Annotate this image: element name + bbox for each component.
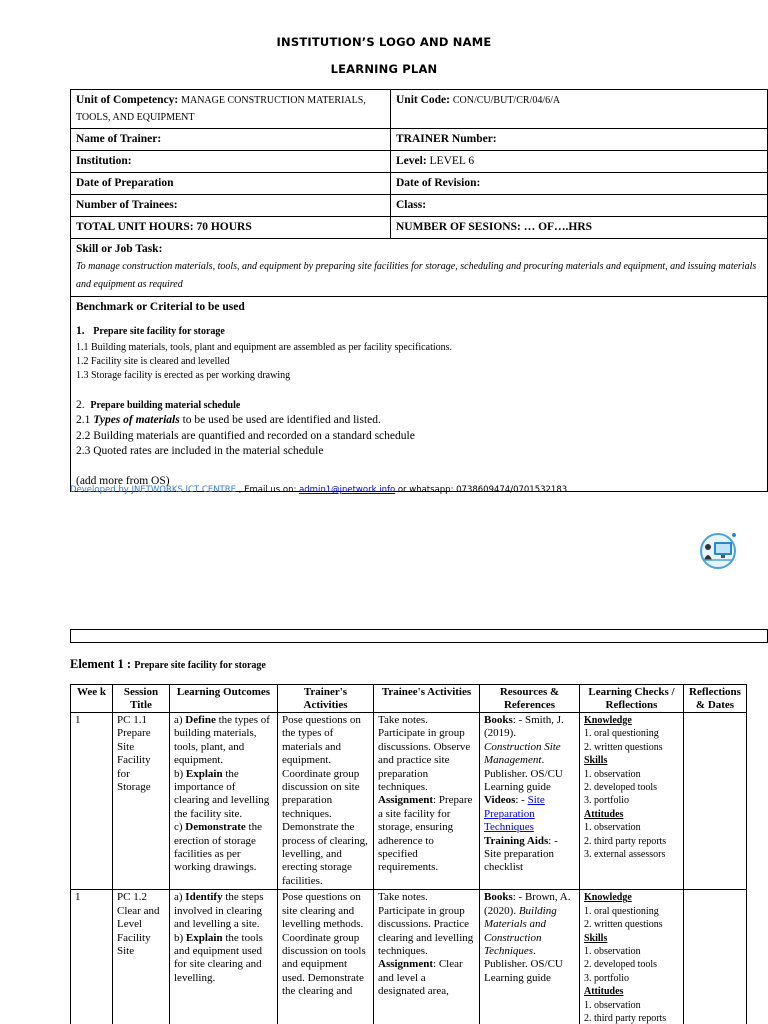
empty-divider-box: [70, 629, 768, 643]
institution-heading: INSTITUTION’S LOGO AND NAME: [276, 35, 492, 49]
reflections-dates-cell: [684, 890, 747, 1024]
trainer-name-cell: Name of Trainer:: [71, 129, 391, 151]
email-link[interactable]: admin1@jnetwork.info: [299, 485, 396, 495]
week-cell: 1: [71, 713, 113, 890]
week-cell: 1: [71, 890, 113, 1024]
trainer-activities-cell: Pose questions on the types of materials and equipment. Coordinate group discussion on site preparation techniques. Demonstrate the process of clearing, levelling, and erecting storage facilities.: [278, 713, 374, 890]
skill-or-job-task-cell: Skill or Job Task: To manage construction materials, tools, and equipment by preparing site facilities for storage, scheduling and procuring materials and equipment, and issuing materials and equipment as required: [71, 239, 768, 297]
class-cell: Class:: [391, 195, 768, 217]
table-header-row: [71, 685, 747, 713]
unit-of-competency-cell: Unit of Competency: MANAGE CONSTRUCTION MATERIALS, TOOLS, AND EQUIPMENT: [71, 90, 391, 129]
session-title-cell: PC 1.1 Prepare Site Facility for Storage: [113, 713, 170, 890]
footer-credit: Developed by JNETWORKS ICT CENTRE , Email us on: admin1@jnetwork.info or whatsapp: 0738609474/0701532183: [70, 485, 568, 495]
institution-cell: Institution:: [71, 151, 391, 173]
learning-checks-cell: Knowledge 1. oral questioning 2. written questions Skills 1. observation 2. developed tools 3. portfolio Attitudes 1. observation 2. third party reports 3. external assessors: [580, 713, 684, 890]
col-header: Session Title: [113, 685, 170, 713]
trainer-number-cell: TRAINER Number:: [391, 129, 768, 151]
resources-cell: Books: - Brown, A. (2020). Building Materials and Construction Techniques. Publisher. OS/CU Learning guide: [480, 890, 580, 1024]
level-cell: Level: LEVEL 6: [391, 151, 768, 173]
col-header: Learning Outcomes: [170, 685, 278, 713]
benchmark-item: 1.3 Storage facility is erected as per working drawing: [76, 369, 291, 381]
col-header: Trainer's Activities: [278, 685, 374, 713]
element-heading: Element 1 : Prepare site facility for storage: [70, 657, 266, 671]
document-title: LEARNING PLAN: [330, 62, 438, 76]
session-title-cell: PC 1.2 Clear and Level Facility Site: [113, 890, 170, 1024]
video-link[interactable]: Site Preparation Techniques: [484, 794, 545, 834]
skill-task-text: To manage construction materials, tools, and equipment by preparing site facilities for storage, scheduling and procuring materials and equipment, and issuing materials and equipment as required: [76, 261, 757, 290]
number-of-trainees-cell: Number of Trainees:: [71, 195, 391, 217]
benchmark-item: 2.3 Quoted rates are included in the material schedule: [76, 445, 324, 457]
learning-outcomes-cell: a) Identify the steps involved in clearing and levelling a site. b) Explain the tools and equipment used for site clearing and levelling.: [170, 890, 278, 1024]
table-row: [71, 890, 747, 1024]
benchmark-item: 1.1 Building materials, tools, plant and equipment are assembled as per facility specifications.: [76, 341, 453, 353]
learning-checks-cell: Knowledge 1. oral questioning 2. written questions Skills 1. observation 2. developed tools 3. portfolio Attitudes 1. observation 2. third party reports: [580, 890, 684, 1024]
trainee-activities-cell: Take notes. Participate in group discussions. Observe and practice site preparation techniques. Assignment: Prepare a site facility for storage, ensuring adherence to specified requirements.: [374, 713, 480, 890]
reflections-dates-cell: [684, 713, 747, 890]
col-header: Learning Checks / Reflections: [580, 685, 684, 713]
unit-code-cell: Unit Code: CON/CU/BUT/CR/04/6/A: [391, 90, 768, 129]
session-plan-table: [70, 684, 747, 1024]
trainer-activities-cell: Pose questions on site clearing and levelling methods. Coordinate group discussion on tools and equipment used. Demonstrate the clearing and: [278, 890, 374, 1024]
date-of-revision-cell: Date of Revision:: [391, 173, 768, 195]
benchmark-item: 2.2 Building materials are quantified and recorded on a standard schedule: [76, 429, 415, 442]
col-header: Resources & References: [480, 685, 580, 713]
col-header: Wee k: [71, 685, 113, 713]
jnetworks-logo-icon: [698, 530, 738, 570]
col-header: Reflections & Dates: [684, 685, 747, 713]
date-of-preparation-cell: Date of Preparation: [71, 173, 391, 195]
benchmark-cell: Benchmark or Criterial to be used 1. Prepare site facility for storage 1.1 Building materials, tools, plant and equipment are assembled as per facility specifications. 1.2 Facility site is cleared and levelled 1.3 Storage facility is erected as per working drawing 2. Prepare building material schedule 2.1 Types of materials to be used be used are identified and listed. 2.2 Building materials are quantified and recorded on a standard schedule 2.3 Quoted rates are included in the material schedule (add more from OS): [71, 297, 768, 492]
number-of-sessions-cell: NUMBER OF SESIONS: … OF….HRS: [391, 217, 768, 239]
benchmark-item: 1.2 Facility site is cleared and levelled: [76, 355, 230, 367]
table-row: [71, 713, 747, 890]
benchmark-item: 2.1 Types of materials to be used be used are identified and listed.: [76, 414, 381, 426]
total-unit-hours-cell: TOTAL UNIT HOURS: 70 HOURS: [71, 217, 391, 239]
learning-plan-table: [70, 89, 768, 492]
col-header: Trainee's Activities: [374, 685, 480, 713]
learning-outcomes-cell: a) Define the types of building materials, tools, plant, and equipment. b) Explain the importance of clearing and levelling the facility site. c) Demonstrate the erection of storage facilities as per working drawings.: [170, 713, 278, 890]
resources-cell: Books: - Smith, J. (2019). Construction Site Management. Publisher. OS/CU Learning guide Videos: - Site Preparation Techniques Training Aids: - Site preparation checklist: [480, 713, 580, 890]
trainee-activities-cell: Take notes. Participate in group discussions. Practice clearing and levelling techniques. Assignment: Clear and level a designated area,: [374, 890, 480, 1024]
add-more-note: (add more from OS): [76, 474, 170, 487]
